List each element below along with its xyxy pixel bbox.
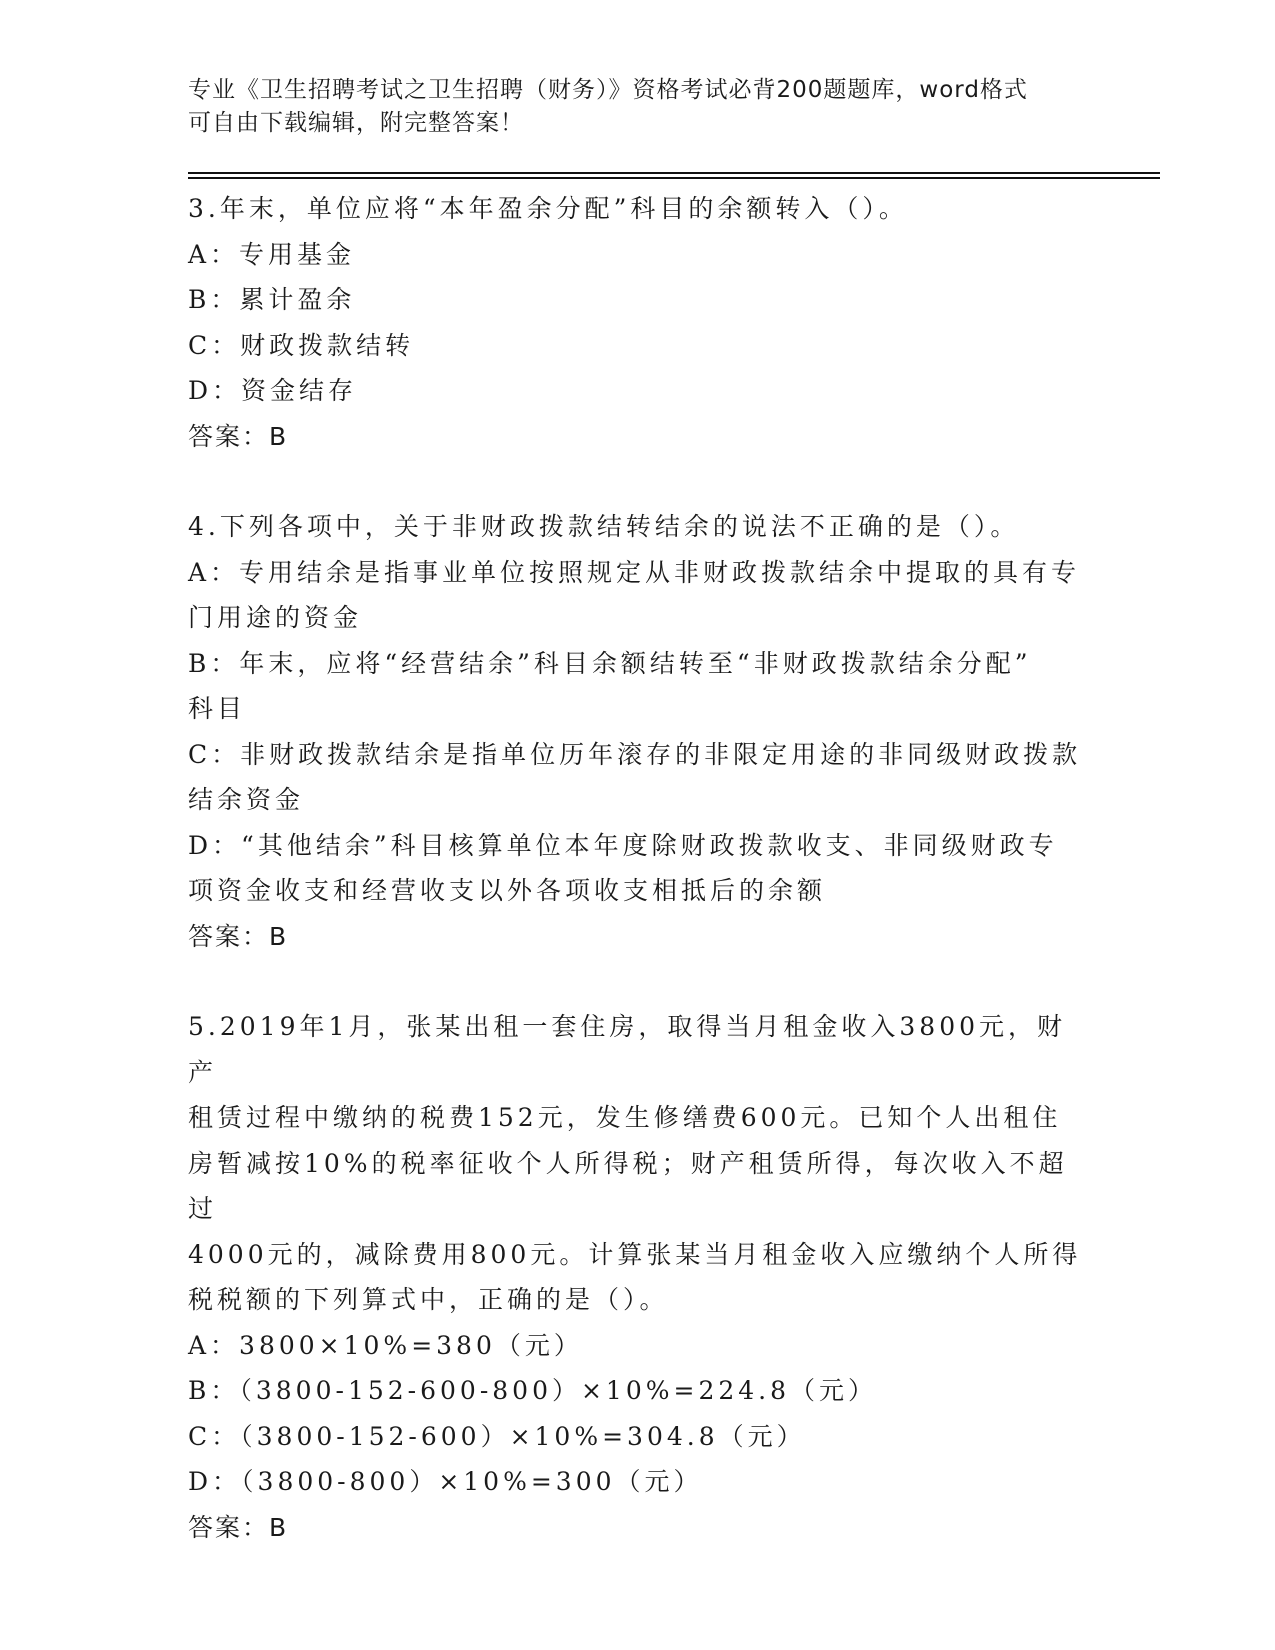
header-rule-bottom xyxy=(188,177,1160,179)
answer-line: 答案：B xyxy=(188,921,289,951)
answer-line: 答案：B xyxy=(188,1512,289,1542)
question-stem: 税税额的下列算式中，正确的是（）。 xyxy=(188,1285,669,1314)
option-c: C：非财政拨款结余是指单位历年滚存的非限定用途的非同级财政拨款 xyxy=(188,739,1082,769)
option-a: A：专用结余是指事业单位按照规定从非财政拨款结余中提取的具有专 xyxy=(188,557,1081,587)
option-a: A：专用基金 xyxy=(188,239,356,269)
question-stem: 4.下列各项中，关于非财政拨款结转结余的说法不正确的是（）。 xyxy=(188,512,1020,541)
answer-line: 答案：B xyxy=(188,421,289,451)
option-b: B：（3800-152-600-800）×10%=224.8（元） xyxy=(188,1376,878,1405)
question-stem: 租赁过程中缴纳的税费152元，发生修缮费600元。已知个人出租住 xyxy=(188,1103,1062,1132)
option-c: C：（3800-152-600）×10%=304.8（元） xyxy=(188,1421,806,1451)
question-stem: 5.2019年1月，张某出租一套住房，取得当月租金收入3800元，财产 xyxy=(188,1012,1067,1087)
option-b: B：年末，应将“经营结余”科目余额结转至“非财政拨款结余分配” xyxy=(188,648,1032,678)
option-d: D：（3800-800）×10%=300（元） xyxy=(188,1467,703,1496)
header-rule-top xyxy=(188,172,1160,174)
question-stem: 房暂减按10%的税率征收个人所得税；财产租赁所得，每次收入不超过 xyxy=(188,1148,1068,1223)
option-c: 结余资金 xyxy=(188,785,305,814)
header-line-2: 可自由下载编辑，附完整答案！ xyxy=(188,110,524,136)
option-c: C：财政拨款结转 xyxy=(188,330,415,360)
document-header xyxy=(188,74,1088,140)
option-d: D：资金结存 xyxy=(188,376,358,405)
question-block xyxy=(188,504,1088,959)
question-block xyxy=(188,1004,1088,1550)
option-d: D：“其他结余”科目核算单位本年度除财政拨款收支、非同级财政专 xyxy=(188,830,1058,860)
option-d: 项资金收支和经营收支以外各项收支相抵后的余额 xyxy=(188,876,827,905)
question-block xyxy=(188,186,1088,459)
question-stem: 3.年末，单位应将“本年盈余分配”科目的余额转入（）。 xyxy=(188,194,908,223)
question-stem: 4000元的，减除费用800元。计算张某当月租金收入应缴纳个人所得 xyxy=(188,1239,1082,1269)
header-line-1: 专业《卫生招聘考试之卫生招聘（财务）》资格考试必背200题题库，word格式 xyxy=(188,77,1028,103)
question-list xyxy=(188,186,1088,1550)
option-b: B：累计盈余 xyxy=(188,285,356,314)
option-a: A：3800×10%=380（元） xyxy=(188,1330,583,1360)
option-a: 门用途的资金 xyxy=(188,603,363,632)
option-b: 科目 xyxy=(188,694,247,723)
